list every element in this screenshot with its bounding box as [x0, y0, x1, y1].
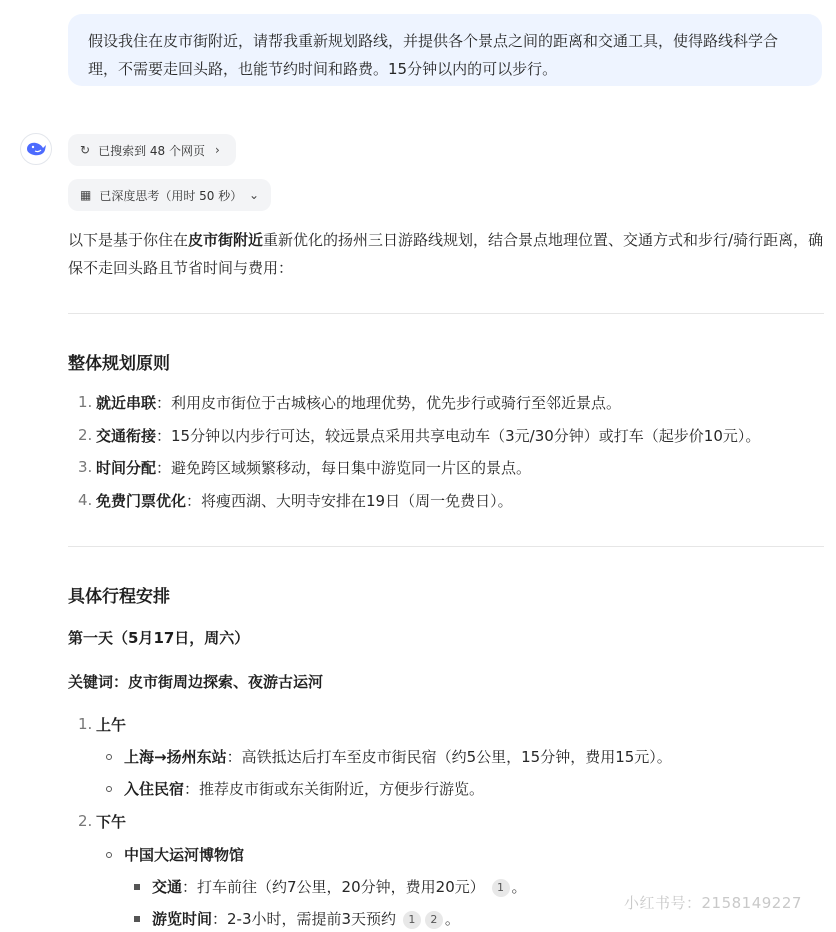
principles-heading: 整体规划原则	[68, 354, 170, 374]
list-item-end: 。	[511, 878, 527, 896]
list-item-term: 交通衔接	[96, 427, 157, 445]
citation-badge[interactable]: 1	[492, 879, 510, 897]
divider	[68, 546, 824, 547]
assistant-avatar	[20, 133, 52, 165]
day1-title: 第一天（5月17日，周六）	[68, 629, 250, 647]
list-item-text: ：高铁抵达后打车至皮市街民宿（约5公里，15分钟，费用15元）。	[226, 748, 672, 766]
list-item-text: ：避免跨区域频繁移动，每日集中游览同一片区的景点。	[156, 459, 532, 477]
search-results-label: 已搜索到 48 个网页	[98, 143, 205, 158]
divider	[68, 313, 824, 314]
list-number: 2.	[78, 426, 93, 444]
intro-highlight: 皮市街附近	[188, 231, 264, 249]
list-number: 1.	[78, 715, 93, 733]
chevron-right-icon: ›	[214, 143, 220, 157]
list-item	[96, 391, 621, 415]
list-item-text: ：推荐皮市街或东关街附近，方便步行游览。	[184, 780, 485, 798]
bullet-circle-icon	[106, 786, 112, 792]
citation-badge[interactable]: 2	[425, 911, 443, 929]
afternoon-label: 下午	[96, 813, 127, 831]
list-number: 3.	[78, 458, 93, 476]
chevron-down-icon: ⌄	[248, 188, 259, 202]
list-item-term: 就近串联	[96, 394, 157, 412]
deep-think-label: 已深度思考（用时 50 秒）	[99, 188, 243, 203]
list-item-text: ：将瘦西湖、大明寺安排在19日（周一免费日）。	[186, 492, 513, 510]
list-item	[152, 907, 460, 931]
day1-keywords: 关键词：皮市街周边探索、夜游古运河	[68, 673, 324, 691]
watermark: 小红书号：2158149227	[624, 894, 802, 912]
list-item-term: 交通	[152, 878, 183, 896]
morning-label: 上午	[96, 716, 127, 734]
list-item	[96, 456, 531, 480]
whale-logo-icon	[25, 141, 47, 157]
list-item-term: 免费门票优化	[96, 492, 187, 510]
list-number: 4.	[78, 491, 93, 509]
bullet-circle-icon	[106, 852, 112, 858]
list-number: 1.	[78, 393, 93, 411]
list-item-term: 上海→扬州东站	[124, 748, 227, 766]
bullet-square-icon	[134, 916, 140, 922]
list-item-term: 游览时间	[152, 910, 213, 928]
itinerary-heading: 具体行程安排	[68, 587, 170, 607]
citation-badge[interactable]: 1	[403, 911, 421, 929]
refresh-icon: ↻	[80, 143, 91, 157]
list-item-text: ：打车前往（约7公里，20分钟，费用20元）	[182, 878, 485, 896]
list-item-term: 入住民宿	[124, 780, 185, 798]
list-item-text: ：2-3小时，需提前3天预约	[212, 910, 397, 928]
intro-text-end: 重新优化的扬州三日游路线规划，结合景点地理位置、交通方式和步行/骑行距离，确保不走回头路且节省时间与费用：	[68, 231, 824, 277]
list-item-end: 。	[444, 910, 460, 928]
list-item	[124, 777, 484, 801]
bullet-square-icon	[134, 884, 140, 890]
user-message-text: 假设我住在皮市街附近，请帮我重新规划路线，并提供各个景点之间的距离和交通工具，使得路线科学合理，不需要走回头路，也能节约时间和路费。15分钟以内的可以步行。	[88, 32, 779, 78]
list-item	[124, 745, 672, 769]
list-item	[152, 875, 527, 899]
deep-think-toggle[interactable]	[68, 179, 271, 211]
list-item	[96, 424, 760, 448]
user-message-bubble	[68, 14, 822, 86]
intro-paragraph	[68, 226, 824, 282]
intro-text-start: 以下是基于你住在	[68, 231, 189, 249]
list-item-text: ：15分钟以内步行可达，较远景点采用共享电动车（3元/30分钟）或打车（起步价10元）。	[156, 427, 761, 445]
list-item-term: 时间分配	[96, 459, 157, 477]
bullet-circle-icon	[106, 754, 112, 760]
grid-icon: ▦	[80, 188, 92, 202]
list-item	[96, 489, 513, 513]
museum-name: 中国大运河博物馆	[124, 846, 245, 864]
list-item-text: ：利用皮市街位于古城核心的地理优势，优先步行或骑行至邻近景点。	[156, 394, 622, 412]
list-number: 2.	[78, 812, 93, 830]
search-results-button[interactable]	[68, 134, 236, 166]
